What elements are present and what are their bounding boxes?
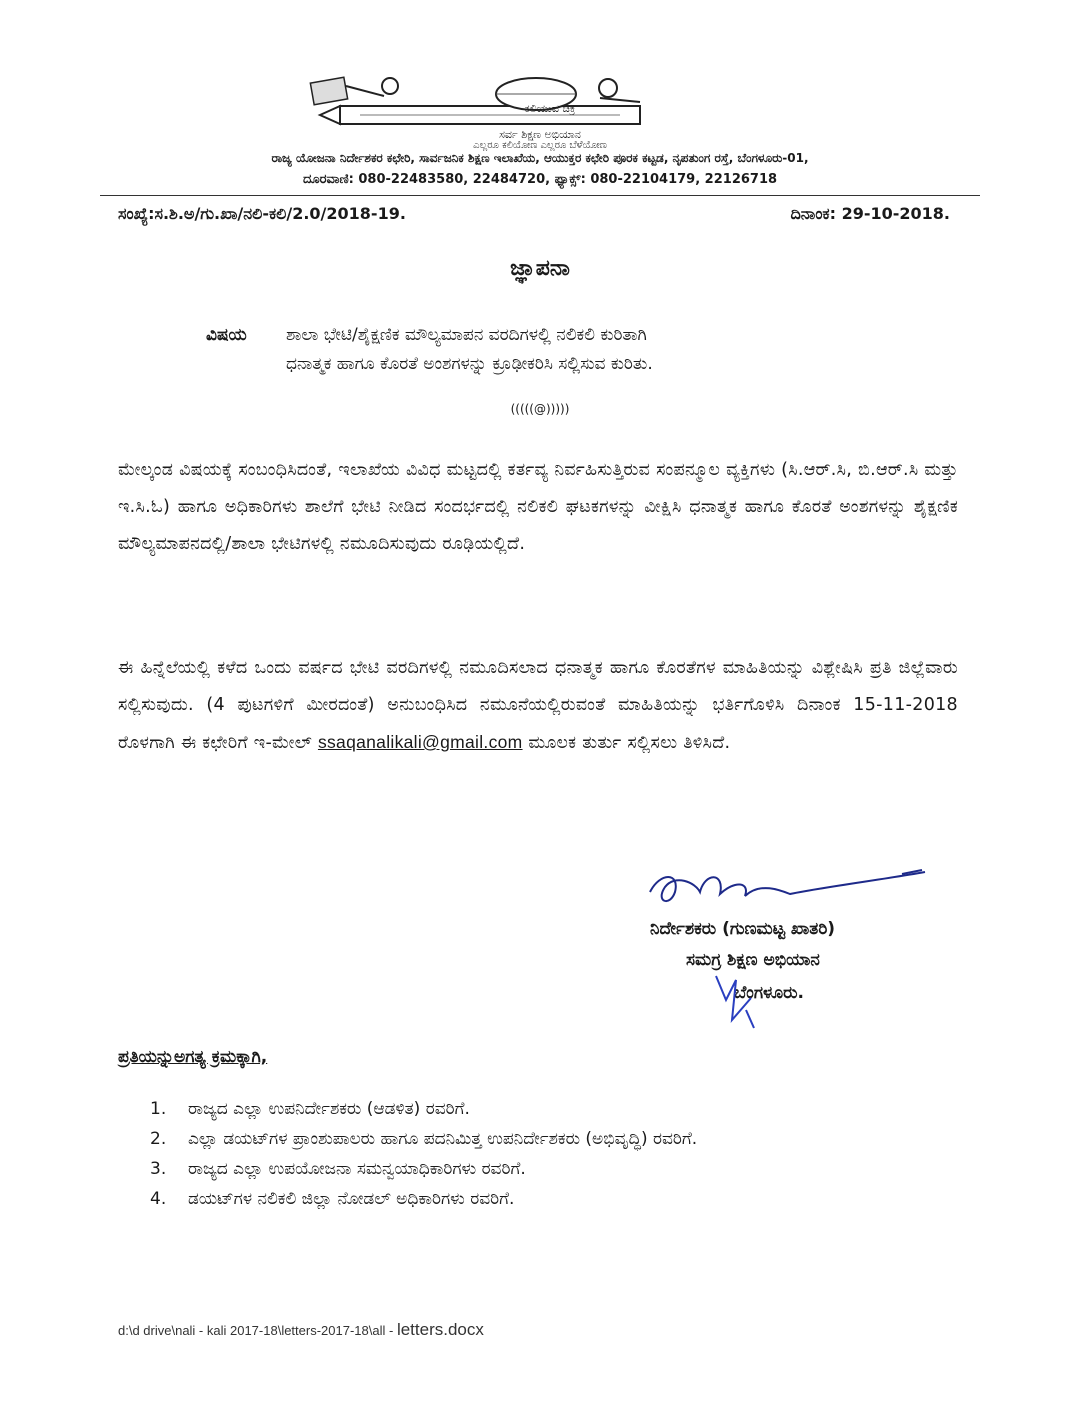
list-item	[150, 1099, 970, 1129]
signature	[640, 862, 930, 918]
office-address: ರಾಜ್ಯ ಯೋಜನಾ ನಿರ್ದೇಶಕರ ಕಛೇರಿ, ಸಾರ್ವಜನಿಕ ಶಿಕ್ಷಣ ಇಲಾಖೆಯ, ಆಯುಕ್ತರ ಕಛೇರಿ ಪೂರಕ ಕಟ್ಟಡ, ನೃಪತುಂಗ ರಸ್ತೆ, ಬೆಂಗಳೂರು-01,	[271, 151, 809, 165]
list-item	[150, 1129, 970, 1159]
list-item	[150, 1189, 970, 1219]
copy-heading: ಪ್ರತಿಯನ್ನುಅಗತ್ಯ ಕ್ರಮಕ್ಕಾಗಿ,	[118, 1047, 268, 1067]
header-divider	[100, 195, 980, 196]
footer-file-path	[118, 1320, 484, 1340]
page-title: ಜ್ಞಾಪನಾ	[510, 256, 570, 281]
list-item-text: ರಾಜ್ಯದ ಎಲ್ಲಾ ಉಪನಿರ್ದೇಶಕರು (ಆಡಳಿತ) ರವರಿಗೆ.	[188, 1099, 470, 1119]
copy-list	[150, 1099, 970, 1219]
signatory-place: ಬೆಂಗಳೂರು.	[734, 983, 804, 1003]
list-item-text: ಡಯಟ್‌ಗಳ ನಲಿಕಲಿ ಜಿಲ್ಲಾ ನೋಡಲ್ ಅಧಿಕಾರಿಗಳು ರವರಿಗೆ.	[188, 1189, 515, 1209]
paragraph-2-text: ಈ ಹಿನ್ನೆಲೆಯಲ್ಲಿ ಕಳೆದ ಒಂದು ವರ್ಷದ ಭೇಟಿ ವರದಿಗಳಲ್ಲಿ ನಮೂದಿಸಲಾದ ಧನಾತ್ಮಕ ಹಾಗೂ ಕೊರತೆಗಳ ಮಾಹಿತಿಯನ್ನು ವಿಶ್ಲೇಷಿಸಿ ಪ್ರತಿ ಜಿಲ್ಲೆವಾರು ಸಲ್ಲಿಸುವುದು. (4 ಪುಟಗಳಿಗೆ ಮೀರದಂತೆ) ಅನುಬಂಧಿಸಿದ ನಮೂನೆಯಲ್ಲಿರುವಂತೆ ಮಾಹಿತಿಯನ್ನು ಭರ್ತಿಗೊಳಿಸಿ ದಿನಾಂಕ 15-11-2018 ರೊಳಗಾಗಿ ಈ ಕಛೇರಿಗೆ ಇ-ಮೇಲ್	[118, 658, 958, 753]
header-line-1: ಸರ್ವ ಶಿಕ್ಷಣ ಅಭಿಯಾನ	[499, 128, 581, 141]
list-item	[150, 1159, 970, 1189]
logo-text: ಕಲಿಯುವ ಚಕ್ರ	[524, 102, 576, 115]
list-item-text: ಎಲ್ಲಾ ಡಯಟ್‌ಗಳ ಪ್ರಾಂಶುಪಾಲರು ಹಾಗೂ ಪದನಿಮಿತ್ತ ಉಪನಿರ್ದೇಶಕರು (ಅಭಿವೃದ್ಧಿ) ರವರಿಗೆ.	[188, 1129, 698, 1149]
signatory-organisation: ಸಮಗ್ರ ಶಿಕ್ಷಣ ಅಭಿಯಾನ	[686, 950, 820, 970]
office-phone: ದೂರವಾಣಿ: 080-22483580, 22484720, ಫ್ಯಾಕ್ಸ್: 080-22104179, 22126718	[302, 172, 778, 187]
footer-path: d:\d drive\nali - kali 2017-18\letters-2017-18\all -	[118, 1323, 397, 1338]
reference-number: ಸಂಖ್ಯೆ:ಸ.ಶಿ.ಅ/ಗು.ಖಾ/ನಲಿ-ಕಲಿ/2.0/2018-19.	[118, 204, 406, 223]
paragraph-1: ಮೇಲ್ಕಂಡ ವಿಷಯಕ್ಕೆ ಸಂಬಂಧಿಸಿದಂತೆ, ಇಲಾಖೆಯ ವಿವಿಧ ಮಟ್ಟದಲ್ಲಿ ಕರ್ತವ್ಯ ನಿರ್ವಹಿಸುತ್ತಿರುವ ಸಂಪನ್ಮೂಲ ವ್ಯಕ್ತಿಗಳು (ಸಿ.ಆರ್.ಸಿ, ಬಿ.ಆರ್.ಸಿ ಮತ್ತು ಇ.ಸಿ.ಓ) ಹಾಗೂ ಅಧಿಕಾರಿಗಳು ಶಾಲೆಗೆ ಭೇಟಿ ನೀಡಿದ ಸಂದರ್ಭದಲ್ಲಿ ನಲಿಕಲಿ ಘಟಕಗಳನ್ನು ವೀಕ್ಷಿಸಿ ಧನಾತ್ಮಕ ಹಾಗೂ ಕೊರತೆ ಅಂಶಗಳನ್ನು ಶೈಕ್ಷಣಿಕ ಮೌಲ್ಯಮಾಪನದಲ್ಲಿ/ಶಾಲಾ ಭೇಟಿಗಳಲ್ಲಿ ನಮೂದಿಸುವುದು ರೂಢಿಯಲ್ಲಿದೆ.	[118, 460, 958, 554]
paragraph-2-tail: ಮೂಲಕ ತುರ್ತು ಸಲ್ಲಿಸಲು ತಿಳಿಸಿದೆ.	[528, 733, 731, 753]
footer-filename: letters.docx	[396, 1320, 484, 1339]
letter-date: ದಿನಾಂಕ: 29-10-2018.	[790, 204, 950, 223]
subject-label: ವಿಷಯ	[206, 325, 247, 345]
email-link[interactable]: ssaqanalikali@gmail.com	[317, 732, 523, 752]
subject-line-2: ಧನಾತ್ಮಕ ಹಾಗೂ ಕೊರತೆ ಅಂಶಗಳನ್ನು ಕ್ರೂಢೀಕರಿಸಿ ಸಲ್ಲಿಸುವ ಕುರಿತು.	[286, 354, 653, 374]
header-line-2: ಎಲ್ಲರೂ ಕಲಿಯೋಣ ಎಲ್ಲರೂ ಬೆಳೆಯೋಣ	[473, 140, 607, 151]
signatory-designation: ನಿರ್ದೇಶಕರು (ಗುಣಮಟ್ಟ ಖಾತರಿ)	[650, 919, 836, 939]
list-item-text: ರಾಜ್ಯದ ಎಲ್ಲಾ ಉಪಯೋಜನಾ ಸಮನ್ವಯಾಧಿಕಾರಿಗಳು ರವರಿಗೆ.	[188, 1159, 526, 1179]
list-item-number: 2.	[150, 1129, 167, 1149]
subject-line-1: ಶಾಲಾ ಭೇಟಿ/ಶೈಕ್ಷಣಿಕ ಮೌಲ್ಯಮಾಪನ ವರದಿಗಳಲ್ಲಿ ನಲಿಕಲಿ ಕುರಿತಾಗಿ	[286, 325, 647, 345]
paragraph-2	[118, 650, 958, 840]
list-item-number: 1.	[150, 1099, 167, 1119]
initials-mark	[706, 970, 766, 1032]
list-item-number: 3.	[150, 1159, 167, 1179]
separator: (((((@)))))	[510, 402, 570, 416]
list-item-number: 4.	[150, 1189, 167, 1209]
